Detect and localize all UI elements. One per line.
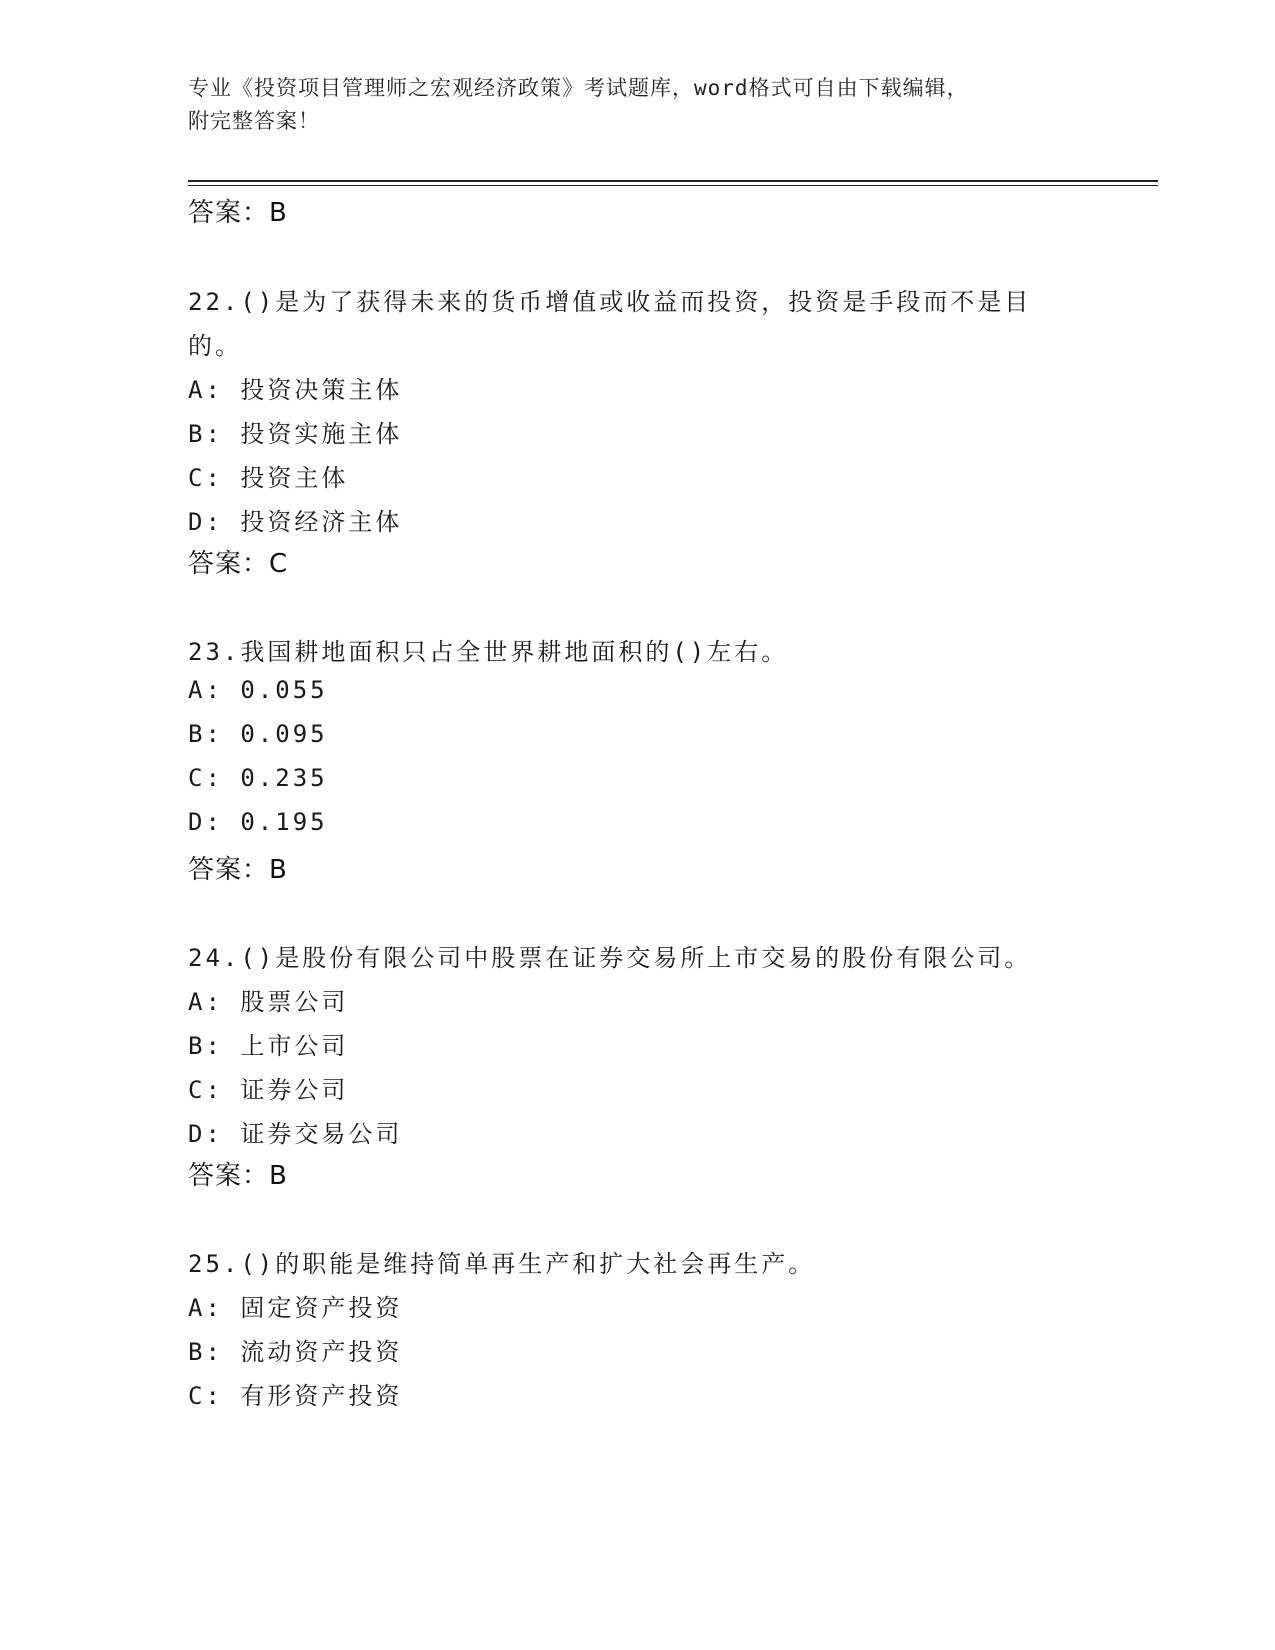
question-23-option-d: D: 0.195 [188,808,328,836]
header-divider-thick [188,180,1158,182]
question-23-stem: 23.我国耕地面积只占全世界耕地面积的()左右。 [188,638,789,666]
question-23-option-b: B: 0.095 [188,720,328,748]
question-23-option-a: A: 0.055 [188,676,328,704]
question-24-option-d: D: 证券交易公司 [188,1120,403,1148]
question-22-option-c: C: 投资主体 [188,464,349,492]
question-23-option-c: C: 0.235 [188,764,328,792]
question-22-option-b: B: 投资实施主体 [188,420,403,448]
question-24-answer: 答案：B [188,1161,288,1191]
header-line-1: 专业《投资项目管理师之宏观经济政策》考试题库，word格式可自由下载编辑， [188,76,969,100]
question-25-option-a: A: 固定资产投资 [188,1294,403,1322]
question-25-option-c: C: 有形资产投资 [188,1382,403,1410]
question-24-stem: 24.()是股份有限公司中股票在证券交易所上市交易的股份有限公司。 [188,944,1032,972]
question-22-option-d: D: 投资经济主体 [188,508,403,536]
question-23-answer: 答案：B [188,855,288,885]
question-22-option-a: A: 投资决策主体 [188,376,403,404]
question-24-option-a: A: 股票公司 [188,988,349,1016]
question-24-option-c: C: 证券公司 [188,1076,349,1104]
question-22-stem-line-2: 的。 [188,332,242,360]
header-divider-thin [188,185,1158,186]
header-line-2: 附完整答案！ [188,109,320,133]
document-header [188,72,1088,138]
question-22-answer: 答案：C [188,549,289,579]
question-24-option-b: B: 上市公司 [188,1032,349,1060]
question-25-option-b: B: 流动资产投资 [188,1338,403,1366]
previous-answer: 答案：B [188,198,288,228]
question-25-stem: 25.()的职能是维持简单再生产和扩大社会再生产。 [188,1250,816,1278]
question-22-stem-line-1: 22.()是为了获得未来的货币增值或收益而投资，投资是手段而不是目 [188,288,1032,316]
